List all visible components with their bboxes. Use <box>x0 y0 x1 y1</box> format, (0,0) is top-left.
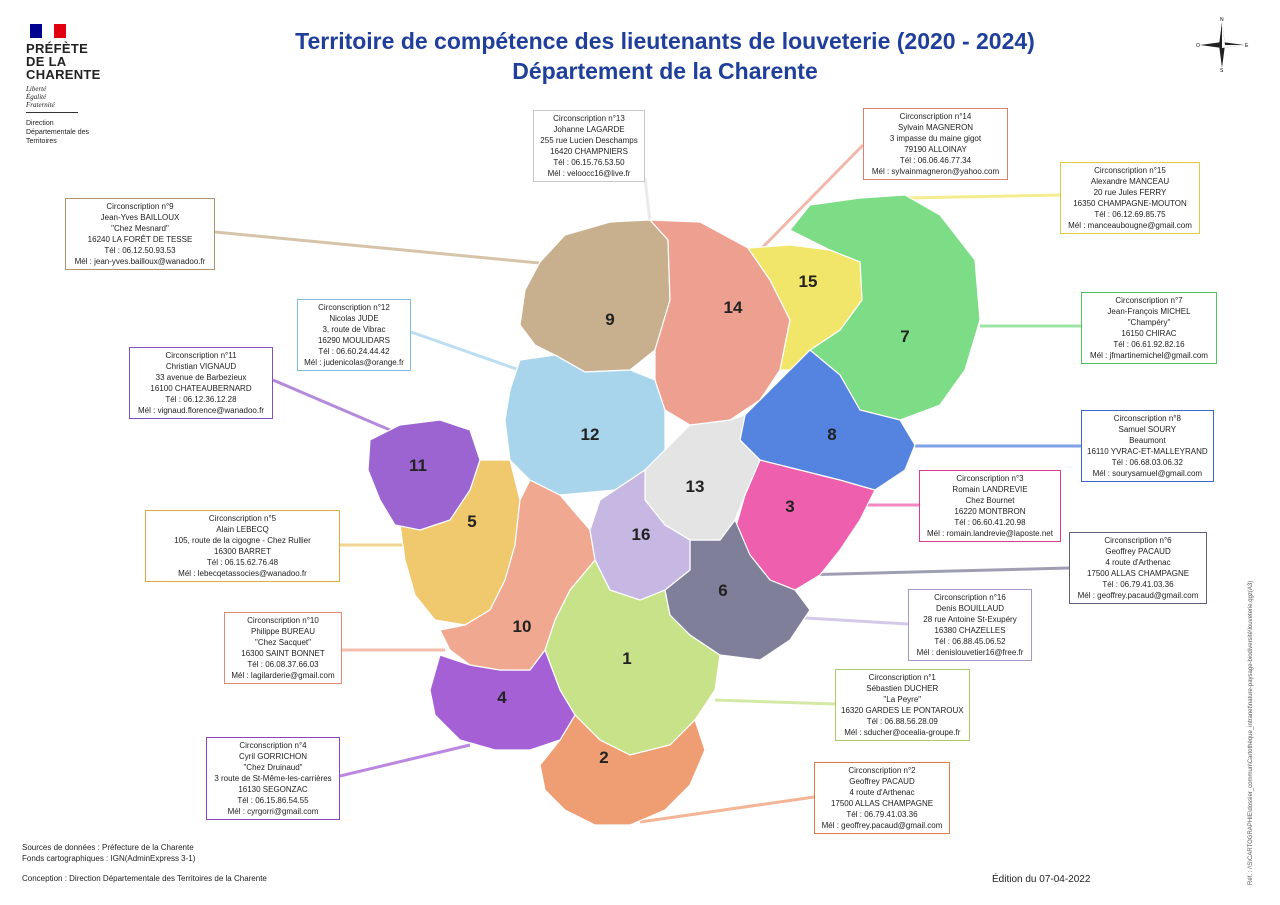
circonscription-info-line: Romain LANDREVIE <box>952 485 1028 494</box>
circonscription-info-line: Mél : manceaubougne@gmail.com <box>1068 221 1192 230</box>
circonscription-info-line: Philippe BUREAU <box>250 627 316 636</box>
map-subtitle: Département de la Charente <box>512 58 818 84</box>
circonscription-title: Circonscription n°8 <box>1113 414 1181 423</box>
zone-number-label: 8 <box>827 425 837 444</box>
circonscription-info-line: Tél : 06.79.41.03.36 <box>846 810 918 819</box>
source-line: Sources de données : Préfecture de la Charente <box>22 843 194 852</box>
map-title: Territoire de compétence des lieutenants de louveterie (2020 - 2024) <box>295 28 1035 54</box>
edition-date: Édition du 07-04-2022 <box>992 874 1091 885</box>
motto-line: Fraternité <box>26 101 55 109</box>
circonscription-info-line: Mél : denislouvetier16@free.fr <box>916 648 1024 657</box>
circonscription-info-line: Tél : 06.88.56.28.09 <box>866 717 938 726</box>
data-sources <box>22 842 195 864</box>
circonscription-info-line: Tél : 06.15.62.76.48 <box>206 558 279 567</box>
circonscription-info-line: 33 avenue de Barbezieux <box>155 373 247 382</box>
circonscription-info-line: Tél : 06.12.36.12.28 <box>165 395 237 404</box>
circonscription-info-line: Sylvain MAGNERON <box>897 123 974 132</box>
circonscription-info-line: 16290 MOULIDARS <box>317 336 391 345</box>
circonscription-title: Circonscription n°12 <box>318 303 390 312</box>
circonscription-box-12 <box>297 299 411 371</box>
zone-number-label: 6 <box>718 581 728 600</box>
svg-text:S: S <box>1220 68 1224 74</box>
logo-title-line: DE LA <box>26 54 67 69</box>
circonscription-info-line: "La Peyre" <box>883 695 922 704</box>
circonscription-box-3 <box>919 470 1061 542</box>
source-line: Fonds cartographiques : IGN(AdminExpress 3-1) <box>22 854 196 863</box>
circonscription-info-line: 16220 MONTBRON <box>954 507 1026 516</box>
circonscription-info-line: 16240 LA FORÊT DE TESSE <box>87 235 193 244</box>
circonscription-info-line: Nicolas JUDE <box>329 314 379 323</box>
circonscription-info-line: 16110 YVRAC-ET-MALLEYRAND <box>1087 447 1208 456</box>
circonscription-title: Circonscription n°1 <box>868 673 936 682</box>
circonscription-info-line: Mél : geoffrey.pacaud@gmail.com <box>821 821 943 830</box>
circonscription-info-line: "Chez Druinaud" <box>243 763 303 772</box>
circonscription-info-line: Alexandre MANCEAU <box>1090 177 1170 186</box>
circonscription-info-line: Mél : sourysamuel@gmail.com <box>1092 469 1203 478</box>
svg-text:O: O <box>1196 43 1200 49</box>
circonscription-title: Circonscription n°2 <box>848 766 916 775</box>
circonscription-title: Circonscription n°4 <box>239 741 307 750</box>
circonscription-info-line: Tél : 06.15.76.53.50 <box>553 158 625 167</box>
circonscription-info-line: 105, route de la cigogne - Chez Rullier <box>174 536 311 545</box>
zone-number-label: 10 <box>512 617 532 636</box>
logo-title-line: PRÉFÈTE <box>26 41 89 56</box>
circonscription-title: Circonscription n°5 <box>208 514 277 523</box>
zone-number-label: 5 <box>467 512 477 531</box>
circonscription-info-line: Tél : 06.06.46.77.34 <box>899 156 972 165</box>
conception-credit: Conception : Direction Départementale des Territoires de la Charente <box>22 874 267 883</box>
circonscription-info-line: Denis BOUILLAUD <box>935 604 1005 613</box>
leader-line <box>340 745 470 776</box>
circonscription-info-line: 16300 BARRET <box>214 547 271 556</box>
circonscription-title: Circonscription n°7 <box>1115 296 1183 305</box>
circonscription-box-4 <box>206 737 340 820</box>
circonscription-info-line: Tél : 06.08.37.66.03 <box>247 660 319 669</box>
circonscription-info-line: Samuel SOURY <box>1118 425 1177 434</box>
circonscription-info-line: Tél : 06.61.92.82.16 <box>1113 340 1185 349</box>
circonscription-info-line: 16350 CHAMPAGNE-MOUTON <box>1073 199 1187 208</box>
circonscription-info-line: "Chez Sacquet" <box>255 638 311 647</box>
circonscription-info-line: 17500 ALLAS CHAMPAGNE <box>830 799 934 808</box>
zone-number-label: 3 <box>785 497 795 516</box>
file-reference: Réf. : /\S\CARTOGRAPHIE\dossier_commun\Cartothèque_intranet\nature-paysage-biodiversité\louveterie.qgz(A3) <box>1248 580 1254 885</box>
circonscription-info-line: Geoffrey PACAUD <box>1105 547 1171 556</box>
zone-number-label: 12 <box>580 425 600 444</box>
circonscription-info-line: Beaumont <box>1129 436 1166 445</box>
circonscription-box-11 <box>129 347 273 419</box>
circonscription-info-line: 16380 CHAZELLES <box>934 626 1006 635</box>
zone-number-label: 13 <box>685 477 705 496</box>
circonscription-box-6 <box>1069 532 1207 604</box>
circonscription-info-line: Mél : jean-yves.bailloux@wanadoo.fr <box>74 257 206 266</box>
circonscription-info-line: Tél : 06.88.45.06.52 <box>934 637 1006 646</box>
leader-line <box>800 568 1069 575</box>
circonscription-box-5 <box>145 510 340 582</box>
circonscription-info-line: Sébastien DUCHER <box>866 684 939 693</box>
circonscription-info-line: Tél : 06.15.86.54.55 <box>237 796 309 805</box>
leader-line <box>411 332 525 372</box>
circonscription-info-line: Mél : romain.landrevie@laposte.net <box>927 529 1053 538</box>
circonscription-info-line: Cyril GORRICHON <box>239 752 307 761</box>
circonscription-info-line: Tél : 06.12.69.85.75 <box>1094 210 1166 219</box>
leader-line <box>273 380 390 430</box>
zone-number-label: 11 <box>409 456 427 475</box>
circonscription-box-16 <box>908 589 1032 661</box>
circonscription-info-line: 79190 ALLOINAY <box>904 145 967 154</box>
compass-n: N <box>1220 17 1224 23</box>
circonscription-info-line: Geoffrey PACAUD <box>849 777 915 786</box>
leader-line <box>715 700 835 704</box>
zone-circonscription-9 <box>520 220 670 372</box>
circonscription-info-line: 16100 CHATEAUBERNARD <box>150 384 252 393</box>
circonscription-info-line: "Champéry" <box>1127 318 1171 327</box>
dept-line: Départementale des <box>26 129 90 136</box>
circonscription-info-line: 3 route de St-Même-les-carrières <box>214 774 332 783</box>
circonscription-title: Circonscription n°6 <box>1104 536 1172 545</box>
circonscription-info-line: 20 rue Jules FERRY <box>1093 188 1167 197</box>
circonscription-info-line: 3 impasse du maine gigot <box>889 134 982 143</box>
circonscription-info-line: Mél : lagilarderie@gmail.com <box>231 671 335 680</box>
circonscription-info-line: Alain LEBECQ <box>216 525 269 534</box>
circonscription-title: Circonscription n°9 <box>106 202 174 211</box>
circonscription-title: Circonscription n°16 <box>934 593 1006 602</box>
zone-number-label: 4 <box>497 688 507 707</box>
circonscription-info-line: "Chez Mesnard" <box>111 224 169 233</box>
circonscription-title: Circonscription n°15 <box>1094 166 1166 175</box>
circonscription-info-line: Chez Bournet <box>965 496 1015 505</box>
circonscription-box-1 <box>835 669 970 741</box>
circonscription-info-line: 28 rue Antoine St-Exupéry <box>923 615 1017 624</box>
dept-line: Direction <box>26 120 54 127</box>
leader-line <box>905 195 1060 198</box>
circonscription-info-line: 16420 CHAMPNIERS <box>550 147 628 156</box>
circonscription-info-line: Mél : jfmartinemichel@gmail.com <box>1090 351 1208 360</box>
circonscription-info-line: Jean-Yves BAILLOUX <box>100 213 180 222</box>
zone-number-label: 16 <box>631 525 651 544</box>
circonscription-info-line: Tél : 06.60.41.20.98 <box>954 518 1026 527</box>
circonscription-info-line: Tél : 06.60.24.44.42 <box>318 347 390 356</box>
circonscription-box-14 <box>863 108 1008 180</box>
circonscription-info-line: Mél : lebecqetassocies@wanadoo.fr <box>178 569 307 578</box>
circonscription-box-10 <box>224 612 342 684</box>
circonscription-info-line: Christian VIGNAUD <box>165 362 237 371</box>
circonscription-info-line: 4 route d'Arthenac <box>849 788 915 797</box>
circonscription-info-line: 4 route d'Arthenac <box>1105 558 1171 567</box>
circonscription-info-line: 16300 SAINT BONNET <box>241 649 325 658</box>
circonscription-info-line: Tél : 06.79.41.03.36 <box>1102 580 1174 589</box>
circonscription-info-line: 255 rue Lucien Deschamps <box>540 136 638 145</box>
circonscription-info-line: Mél : geoffrey.pacaud@gmail.com <box>1077 591 1199 600</box>
circonscription-info-line: 17500 ALLAS CHAMPAGNE <box>1086 569 1190 578</box>
circonscription-info-line: Mél : vignaud.florence@wanadoo.fr <box>138 406 264 415</box>
circonscription-info-line: Mél : sducher@ocealia-groupe.fr <box>844 728 961 737</box>
circonscription-box-13 <box>533 110 645 182</box>
zone-number-label: 14 <box>723 298 743 317</box>
zone-number-label: 15 <box>798 272 818 291</box>
circonscription-info-line: Mél : cyrgorri@gmail.com <box>227 807 319 816</box>
circonscription-info-line: Mél : judenicolas@orange.fr <box>304 358 404 367</box>
zone-number-label: 7 <box>900 327 910 346</box>
circonscription-info-line: Tél : 06.12.50.93.53 <box>104 246 176 255</box>
circonscription-title: Circonscription n°10 <box>247 616 319 625</box>
circonscription-title: Circonscription n°11 <box>165 351 237 360</box>
motto-line: Liberté <box>26 85 47 93</box>
leader-line <box>215 232 560 265</box>
circonscription-info-line: 16320 GARDES LE PONTAROUX <box>841 706 964 715</box>
circonscription-box-8 <box>1081 410 1214 482</box>
circonscription-info-line: Johanne LAGARDE <box>553 125 625 134</box>
zone-number-label: 1 <box>622 649 632 668</box>
zone-number-label: 9 <box>605 310 615 329</box>
circonscription-info-line: 3, route de Vibrac <box>322 325 386 334</box>
circonscription-title: Circonscription n°13 <box>553 114 625 123</box>
dept-line: Territoires <box>26 138 57 145</box>
circonscription-info-line: Jean-François MICHEL <box>1107 307 1191 316</box>
leader-line <box>645 178 650 222</box>
logo-title-line: CHARENTE <box>26 67 101 82</box>
circonscription-box-9 <box>65 198 215 270</box>
circonscription-info-line: Mél : sylvainmagneron@yahoo.com <box>871 167 1000 176</box>
circonscription-box-15 <box>1060 162 1200 234</box>
circonscription-box-2 <box>814 762 950 834</box>
circonscription-title: Circonscription n°14 <box>899 112 972 121</box>
circonscription-info-line: 16150 CHIRAC <box>1121 329 1177 338</box>
motto-line: Égalité <box>26 93 47 101</box>
circonscription-title: Circonscription n°3 <box>956 474 1024 483</box>
svg-text:E: E <box>1245 43 1249 49</box>
circonscription-info-line: Tél : 06.68.03.06.32 <box>1111 458 1183 467</box>
circonscription-info-line: 16130 SEGONZAC <box>238 785 308 794</box>
zone-number-label: 2 <box>599 748 609 767</box>
circonscription-info-line: Mél : veloocc16@live.fr <box>547 169 631 178</box>
circonscription-box-7 <box>1081 292 1217 364</box>
